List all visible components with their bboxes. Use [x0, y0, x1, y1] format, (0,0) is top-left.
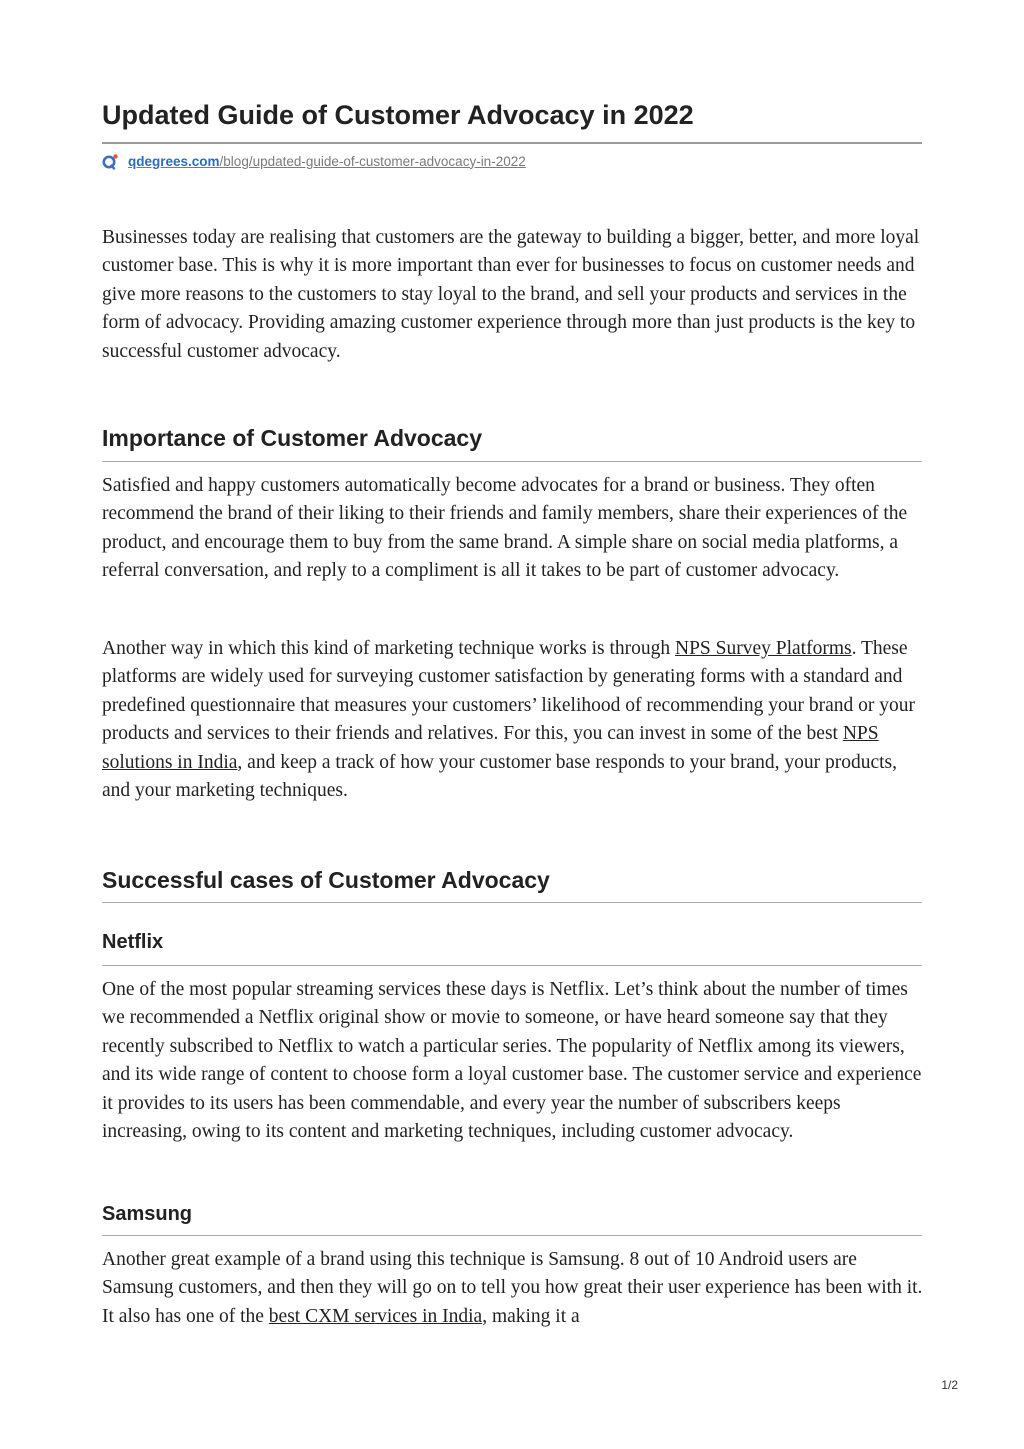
- heading-samsung: Samsung: [102, 1203, 193, 1225]
- source-url-link[interactable]: [128, 154, 526, 169]
- best-cxm-services-india-link[interactable]: best CXM services in India: [268, 1305, 483, 1327]
- nps-survey-platforms-link[interactable]: NPS Survey Platforms: [674, 638, 852, 659]
- heading-samsung-divider: [102, 1235, 922, 1236]
- qdegrees-logo-icon: [102, 153, 119, 170]
- samsung-paragraph-text-a: Another great example of a brand using this technique is Samsung. 8 out of 10 Android users are Samsung customers, and then they will go on to tell you how great their user experience has been with it. It also has one of the: [102, 1249, 923, 1327]
- page-title: Updated Guide of Customer Advocacy in 2022: [102, 100, 694, 130]
- samsung-paragraph-text-b: , making it a: [482, 1305, 580, 1327]
- importance-paragraph-2-text-c: , and keep a track of how your customer base responds to your brand, your products, and your marketing techniques.: [102, 751, 897, 802]
- title-divider: [102, 142, 922, 144]
- importance-paragraph-2-text-b: . These platforms are widely used for surveying customer satisfaction by generating forms with a standard and predefined questionnaire that measures your customers’ likelihood of recommending your brand or your products and services to their friends and relatives. For this, you can invest in some of the best: [102, 638, 915, 745]
- heading-successful-cases-divider: [102, 902, 922, 903]
- heading-successful-cases: Successful cases of Customer Advocacy: [102, 867, 550, 893]
- importance-paragraph-2-text-a: Another way in which this kind of marketing technique works is through: [102, 638, 675, 659]
- samsung-paragraph: [102, 1246, 924, 1331]
- source-path: /blog/updated-guide-of-customer-advocacy-in-2022: [219, 153, 526, 169]
- importance-paragraph-2: [102, 635, 924, 805]
- heading-netflix: Netflix: [102, 931, 164, 953]
- source-line: [102, 151, 526, 171]
- nps-solutions-india-link[interactable]: NPS solutions in India: [102, 723, 879, 773]
- heading-importance: Importance of Customer Advocacy: [102, 425, 483, 451]
- source-domain: qdegrees.com: [128, 153, 220, 169]
- heading-netflix-divider: [102, 965, 922, 966]
- heading-importance-divider: [102, 461, 922, 462]
- importance-paragraph-1: Satisfied and happy customers automatically become advocates for a brand or business. They often recommend the brand of their liking to their friends and family members, share their experiences of the product, and encourage them to buy from the same brand. A simple share on social media platforms, a referral conversation, and reply to a compliment is all it takes to be part of customer advocacy.: [102, 475, 908, 582]
- page-number: 1/2: [941, 1378, 958, 1392]
- intro-paragraph: Businesses today are realising that customers are the gateway to building a bigger, better, and more loyal customer base. This is why it is more important than ever for businesses to focus on customer needs and give more reasons to the customers to stay loyal to the brand, and sell your products and services in the form of advocacy. Providing amazing customer experience through more than just products is the key to successful customer advocacy.: [102, 227, 920, 362]
- netflix-paragraph: One of the most popular streaming services these days is Netflix. Let’s think about the number of times we recommended a Netflix original show or movie to someone, or have heard someone say that they recently subscribed to Netflix to watch a particular series. The popularity of Netflix among its viewers, and its wide range of content to choose form a loyal customer base. The customer service and experience it provides to its users has been commendable, and every year the number of subscribers keeps increasing, owing to its content and marketing techniques, including customer advocacy.: [102, 979, 922, 1143]
